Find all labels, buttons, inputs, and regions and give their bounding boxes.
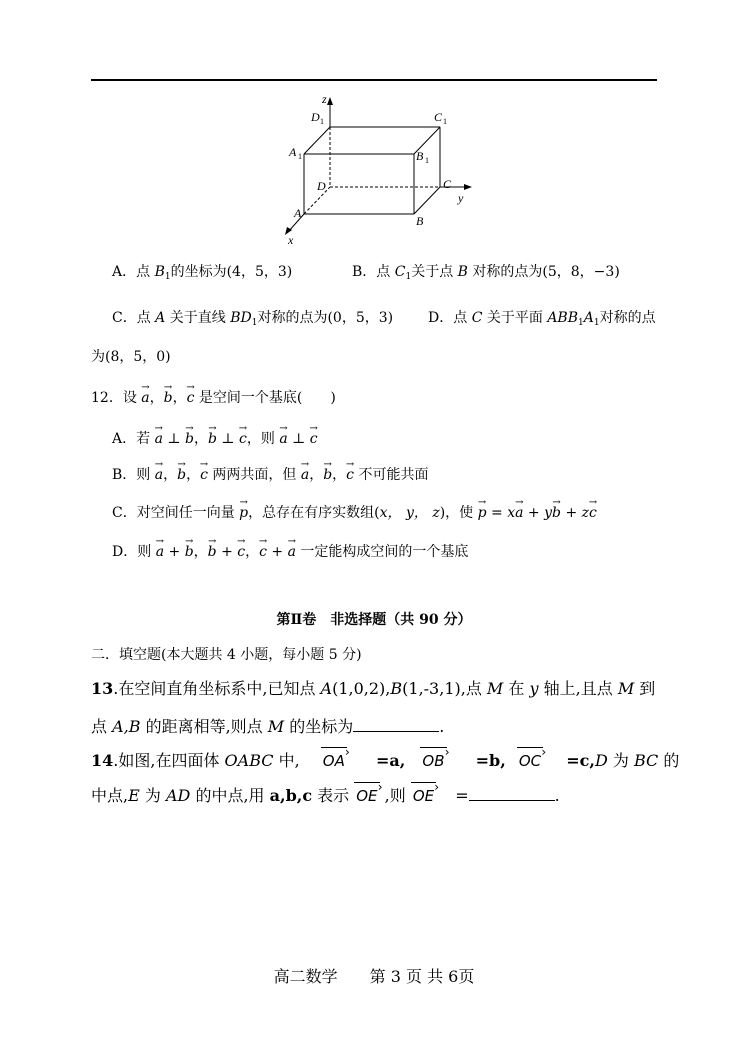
label-C1: C — [434, 110, 443, 124]
q12-stem: 12．设 → a，→ b，→ c 是空间一个基底( ) — [91, 388, 336, 408]
cuboid-figure — [280, 92, 480, 247]
sub-A1: 1 — [298, 152, 302, 161]
q13-answer-blank[interactable] — [353, 731, 439, 732]
part2-title: 第Ⅱ卷 非选择题（共 90 分） — [276, 612, 472, 628]
vector-OE: OE › — [354, 782, 379, 809]
axis-z-label: z — [322, 92, 327, 106]
sub-B1: 1 — [425, 156, 429, 165]
q14-line1: 14.如图,在四面体 OABC 中, OA › =a, OB › =b, OC › =c,D 为 BC 的 — [91, 747, 679, 774]
q14-line2: 中点,E 为 AD 的中点,用 a,b,c 表示 OE › ,则 OE › = . — [91, 782, 560, 809]
q12-option-a: A．若 → a ⊥ → b，→ b ⊥ → c，则 → a ⊥ → c — [112, 429, 318, 449]
q14-answer-blank[interactable] — [469, 800, 555, 801]
q12-option-b: B．则 → a，→ b，→ c 两两共面，但 → a，→ b，→ c 不可能共面 — [112, 465, 428, 485]
q11-option-d-cont: 为(8，5，0) — [91, 349, 171, 365]
header-rule — [91, 79, 657, 81]
label-A1: A — [289, 145, 297, 159]
vector-OA: OA › — [321, 747, 347, 774]
label-D: D — [317, 179, 326, 193]
q11-option-b: B．点 $C_1$关于点 B 对称的点为(5，8，−3) — [352, 264, 620, 282]
label-D1: D — [311, 110, 320, 124]
q12-option-c: C．对空间任一向量 → p，总存在有序实数组(x， y， z)，使 → p = x→ a + y→ b + z→ c — [112, 503, 597, 523]
vector-OB: OB › — [420, 747, 446, 774]
cuboid-diagram — [280, 92, 480, 247]
label-C: C — [443, 177, 452, 191]
axis-y-label: y — [458, 191, 464, 205]
label-B1: B — [416, 149, 424, 163]
q13-line1: 13.在空间直角坐标系中,已知点 A(1,0,2),B(1,-3,1),点 M 在 y 轴上,且点 M 到 — [91, 679, 656, 698]
q12-option-d: D．则 → a + → b，→ b + → c，→ c + → a 一定能构成空间的一个基底 — [112, 542, 468, 562]
vector-OE-2: OE › — [411, 782, 436, 809]
q11-option-a: A．点 $B_1$的坐标为(4，5，3) — [112, 264, 293, 282]
sub-D1: 1 — [320, 117, 324, 126]
axis-x-label: x — [288, 233, 294, 247]
section-fill-in-heading: 二．填空题(本大题共 4 小题，每小题 5 分) — [91, 647, 362, 663]
sub-C1: 1 — [443, 117, 447, 126]
label-A: A — [294, 206, 302, 220]
q11-option-d: D．点 C 关于平面 $ABB_1A_1$对称的点 — [428, 310, 656, 328]
q13-line2: 点 A,B 的距离相等,则点 M 的坐标为 . — [91, 717, 445, 736]
vector-OC: OC › — [517, 747, 543, 774]
label-B: B — [416, 214, 424, 228]
q11-option-c: C．点 A 关于直线 $BD_1$对称的点为(0，5，3) — [112, 310, 394, 328]
page-footer: 高二数学 第 3 页 共 6页 — [273, 967, 475, 986]
